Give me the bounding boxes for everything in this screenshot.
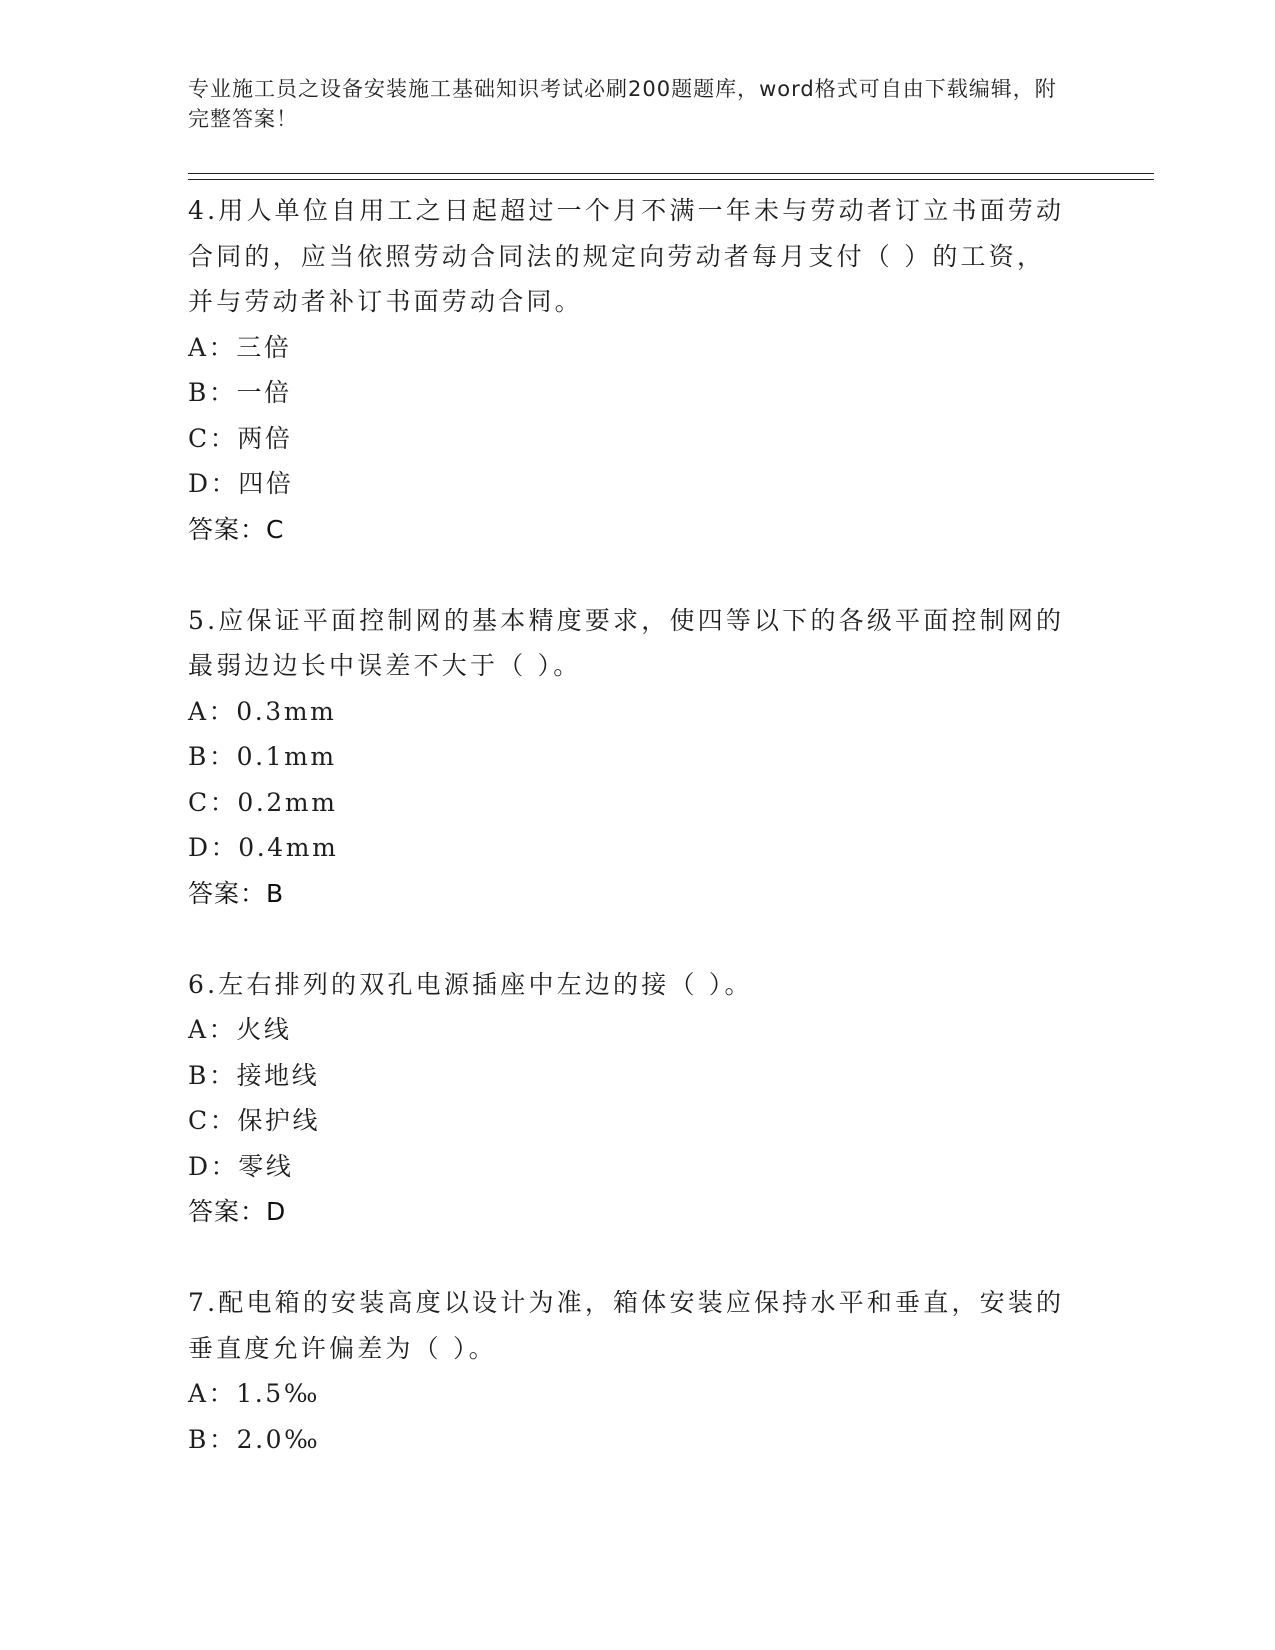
question-6: [188, 962, 1088, 1235]
option-c: C：两倍: [188, 423, 293, 453]
header-divider-top: [188, 173, 1154, 174]
option-a: A：1.5‰: [188, 1379, 320, 1408]
answer: 答案：C: [188, 514, 285, 544]
option-d: D：0.4mm: [188, 833, 339, 862]
question-stem: 4.用人单位自用工之日起超过一个月不满一年未与劳动者订立书面劳动合同的，应当依照劳动合同法的规定向劳动者每月支付（ ）的工资，并与劳动者补订书面劳动合同。: [188, 196, 1065, 316]
answer: 答案：B: [188, 878, 285, 908]
answer: 答案：D: [188, 1197, 287, 1226]
option-a: A：0.3mm: [188, 696, 337, 726]
question-5: [188, 598, 1088, 917]
question-7: [188, 1280, 1088, 1462]
option-c: C：0.2mm: [188, 787, 338, 817]
question-stem: 5.应保证平面控制网的基本精度要求，使四等以下的各级平面控制网的最弱边边长中误差不大于（ ）。: [188, 605, 1065, 680]
option-a: A：三倍: [188, 332, 292, 362]
question-stem: 6.左右排列的双孔电源插座中左边的接（ ）。: [188, 969, 753, 999]
option-a: A：火线: [188, 1015, 292, 1044]
header-divider-bottom: [188, 179, 1154, 180]
option-c: C：保护线: [188, 1106, 321, 1135]
option-b: B：0.1mm: [188, 742, 337, 771]
option-b: B：一倍: [188, 378, 292, 407]
option-d: D：四倍: [188, 469, 294, 498]
option-d: D：零线: [188, 1151, 294, 1181]
question-stem: 7.配电箱的安装高度以设计为准，箱体安装应保持水平和垂直，安装的垂直度允许偏差为（ ）。: [188, 1288, 1065, 1363]
document-header: 专业施工员之设备安装施工基础知识考试必刷200题题库，word格式可自由下载编辑，附完整答案！: [188, 77, 1057, 131]
option-b: B：2.0‰: [188, 1424, 321, 1454]
question-4: [188, 188, 1088, 552]
option-b: B：接地线: [188, 1060, 320, 1090]
question-list: [188, 188, 1088, 1462]
